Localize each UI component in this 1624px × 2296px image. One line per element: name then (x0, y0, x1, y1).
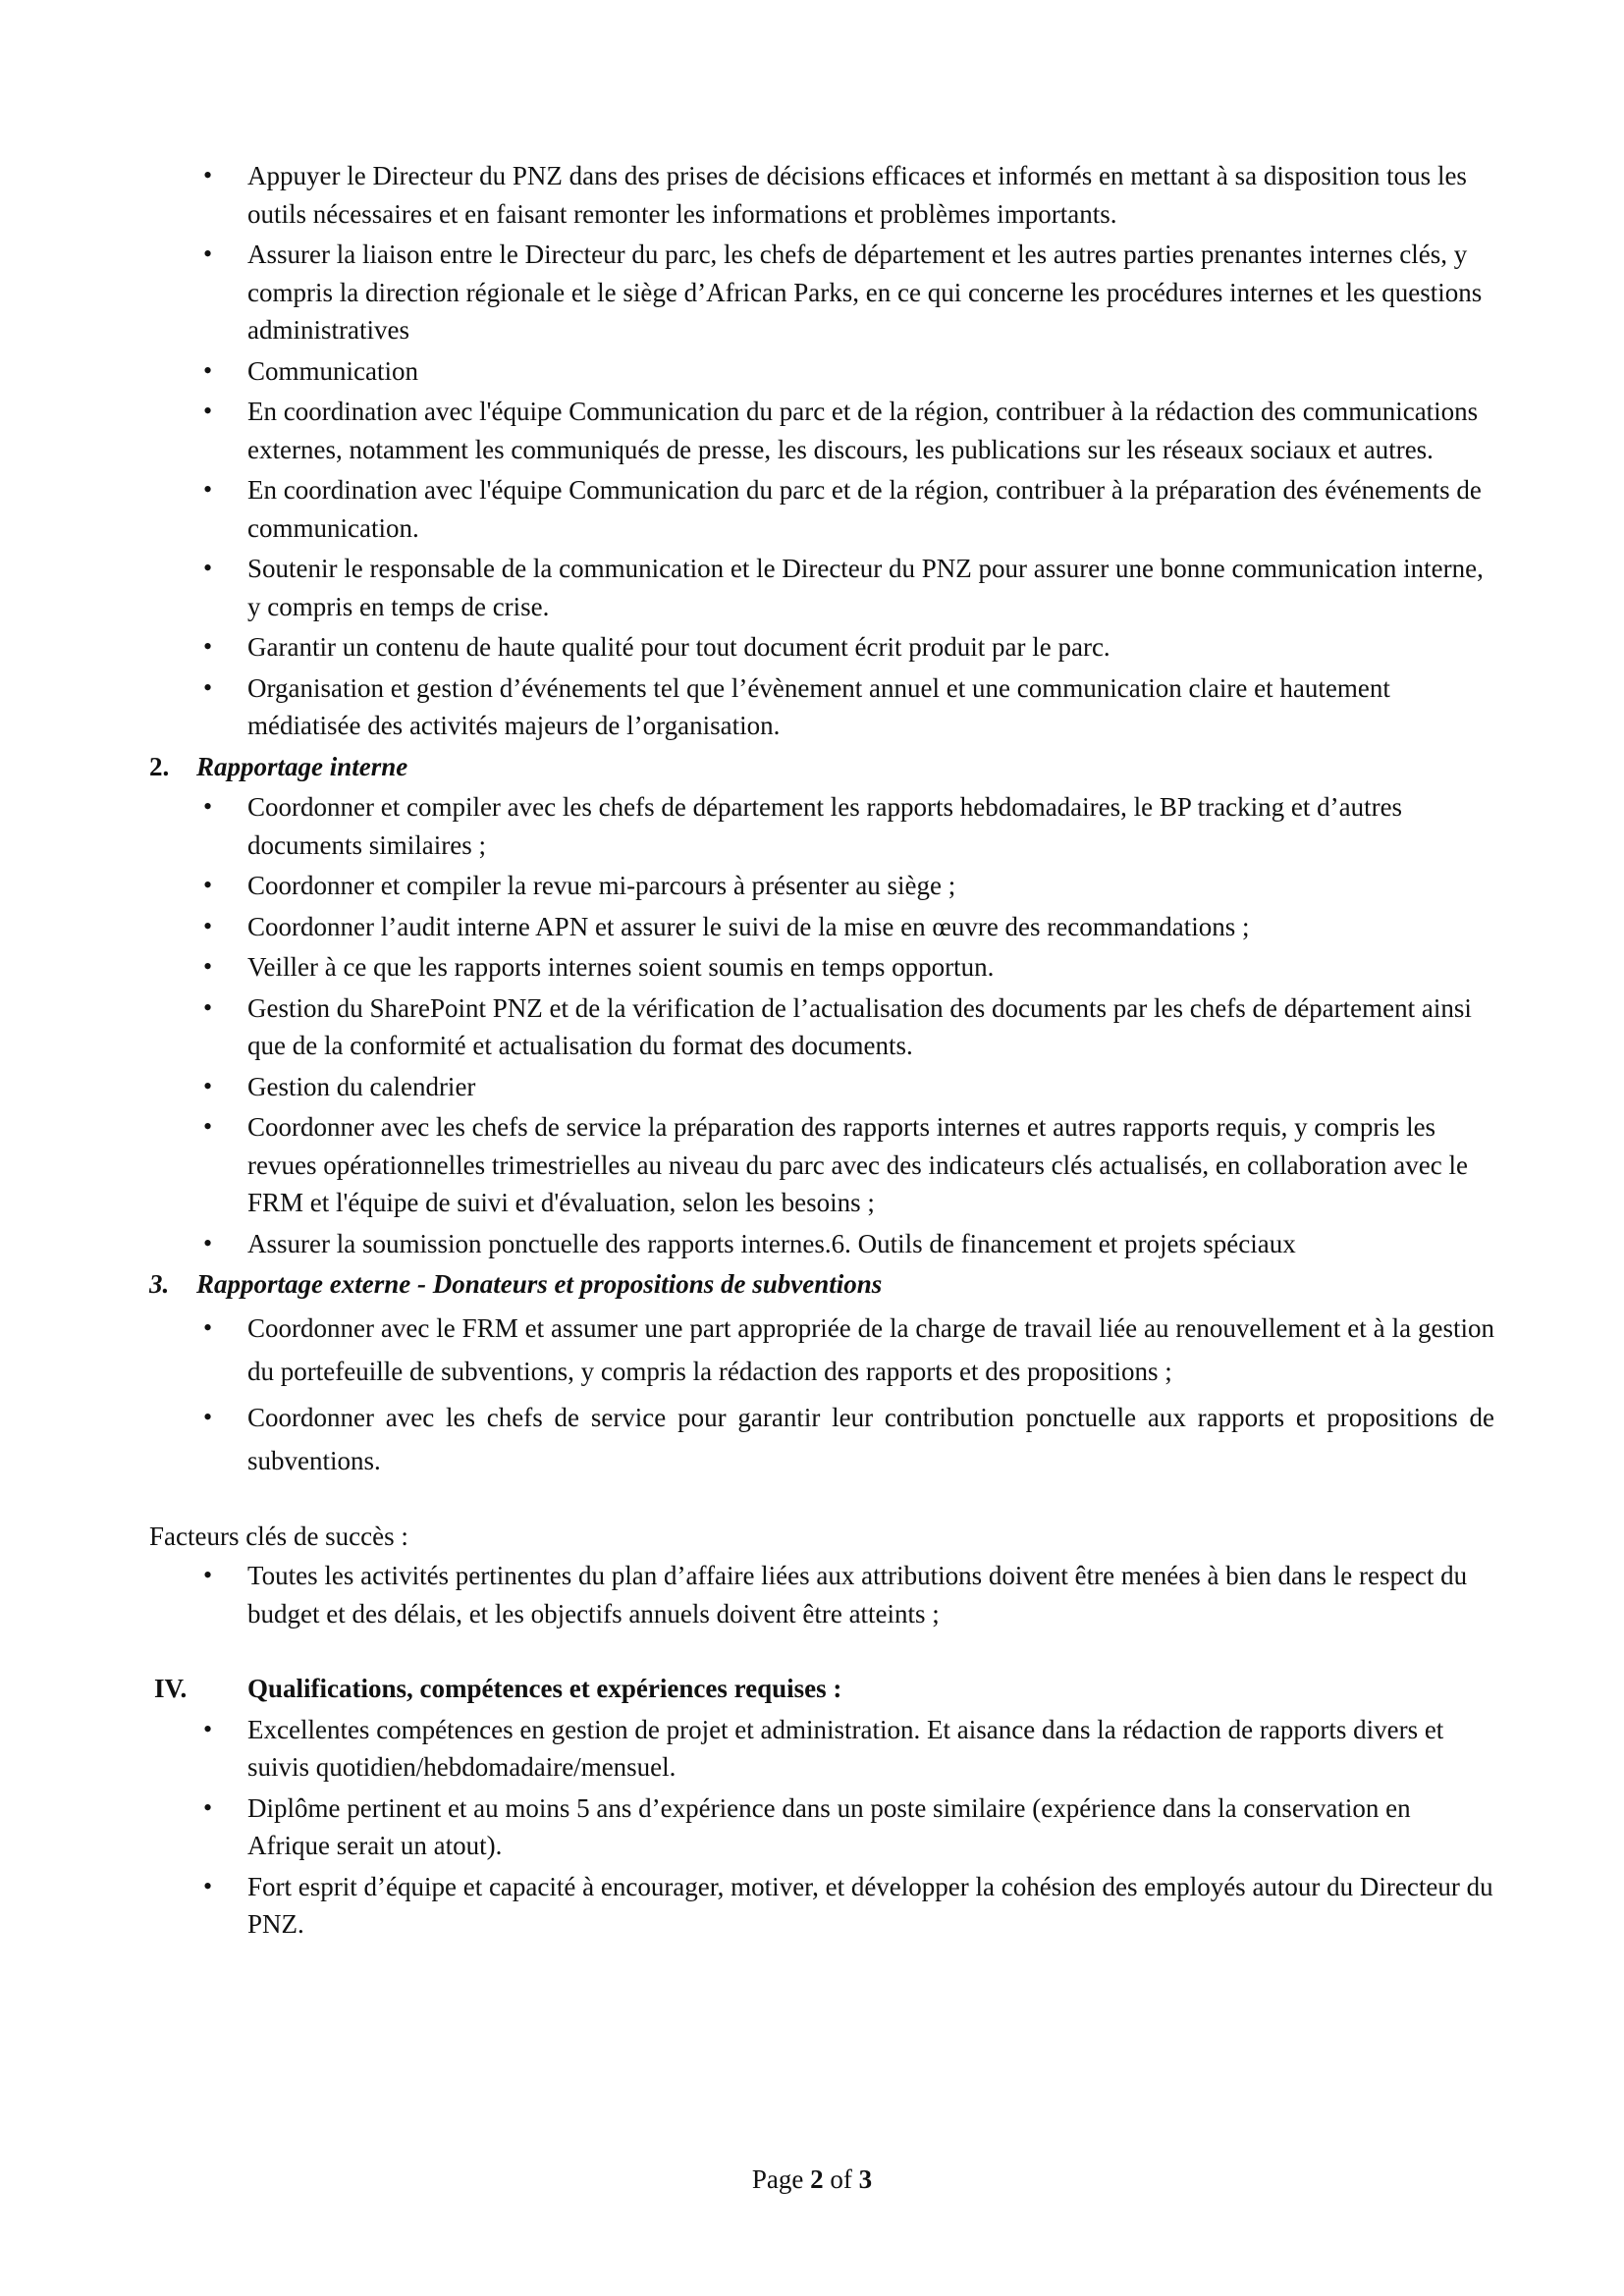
list-item: • Coordonner avec les chefs de service pour garantir leur contribution ponctuelle aux rapports et propositions de subventions. (149, 1396, 1494, 1482)
current-page-number: 2 (810, 2164, 824, 2194)
total-page-number: 3 (858, 2164, 873, 2194)
success-factors-label: Facteurs clés de succès : (149, 1521, 408, 1551)
list-item: • Coordonner avec le FRM et assumer une part appropriée de la charge de travail liée au renouvellement et à la gestion du portefeuille de subventions, y compris la rédaction des rapports et des propositions ; (149, 1307, 1494, 1393)
section-heading-2 (149, 748, 1494, 786)
list-item: • Toutes les activités pertinentes du plan d’affaire liées aux attributions doivent être menées à bien dans le respect du budget et des délais, et les objectifs annuels doivent être atteints ; (149, 1557, 1494, 1632)
list-item: • Fort esprit d’équipe et capacité à encourager, motiver, et développer la cohésion des employés autour du Directeur du PNZ. (149, 1868, 1494, 1944)
list-item: • Assurer la liaison entre le Directeur du parc, les chefs de département et les autres parties prenantes internes clés, y compris la direction régionale et le siège d’African Parks, en ce qui concerne les procédures internes et les questions administratives (149, 236, 1494, 349)
list-item: • Coordonner et compiler avec les chefs de département les rapports hebdomadaires, le BP tracking et d’autres documents similaires ; (149, 788, 1494, 864)
list-item: • Gestion du calendrier (149, 1068, 1494, 1106)
section-number: 3. (149, 1269, 170, 1299)
of-word: of (830, 2164, 852, 2194)
document-body (149, 157, 1494, 1947)
list-item: • Communication (149, 352, 1494, 391)
bullet-list-section-4 (149, 1711, 1494, 1944)
list-item: • Soutenir le responsable de la communication et le Directeur du PNZ pour assurer une bonne communication interne, y compris en temps de crise. (149, 550, 1494, 625)
bullet-list-section-2 (149, 788, 1494, 1262)
list-item: • Coordonner l’audit interne APN et assurer le suivi de la mise en œuvre des recommandations ; (149, 908, 1494, 946)
section-title: Rapportage interne (196, 751, 408, 781)
list-item: • Excellentes compétences en gestion de projet et administration. Et aisance dans la rédaction de rapports divers et suivis quotidien/hebdomadaire/mensuel. (149, 1711, 1494, 1787)
bullet-list-section-3 (149, 1307, 1494, 1482)
list-item: • En coordination avec l'équipe Communication du parc et de la région, contribuer à la préparation des événements de communication. (149, 471, 1494, 547)
list-item: • En coordination avec l'équipe Communication du parc et de la région, contribuer à la rédaction des communications externes, notamment les communiqués de presse, les discours, les publications sur les réseaux sociaux et autres. (149, 393, 1494, 468)
page-word: Page (751, 2164, 804, 2194)
list-item: • Appuyer le Directeur du PNZ dans des prises de décisions efficaces et informés en mettant à sa disposition tous les outils nécessaires et en faisant remonter les informations et problèmes importants. (149, 157, 1494, 233)
bullet-list-success (149, 1557, 1494, 1632)
section-heading-3 (149, 1265, 1494, 1304)
list-item: • Gestion du SharePoint PNZ et de la vérification de l’actualisation des documents par les chefs de département ainsi que de la conformité et actualisation du format des documents. (149, 989, 1494, 1065)
list-item: • Coordonner avec les chefs de service la préparation des rapports internes et autres rapports requis, y compris les revues opérationnelles trimestrielles au niveau du parc avec des indicateurs clés actualisés, en collaboration avec le FRM et l'équipe de suivi et d'évaluation, selon les besoins ; (149, 1108, 1494, 1222)
list-item: • Diplôme pertinent et au moins 5 ans d’expérience dans un poste similaire (expérience dans la conservation en Afrique serait un atout). (149, 1789, 1494, 1865)
section-heading-4 (149, 1670, 1494, 1708)
section-number: IV. (154, 1674, 188, 1703)
list-item: • Assurer la soumission ponctuelle des rapports internes.6. Outils de financement et projets spéciaux (149, 1225, 1494, 1263)
list-item: • Organisation et gestion d’événements tel que l’évènement annuel et une communication claire et hautement médiatisée des activités majeurs de l’organisation. (149, 669, 1494, 745)
section-title: Rapportage externe - Donateurs et propositions de subventions (196, 1269, 883, 1299)
list-item: • Garantir un contenu de haute qualité pour tout document écrit produit par le parc. (149, 628, 1494, 667)
section-number: 2. (149, 751, 170, 781)
section-title: Qualifications, compétences et expériences requises : (247, 1674, 842, 1703)
page-footer (0, 2164, 1624, 2195)
list-item: • Veiller à ce que les rapports internes soient soumis en temps opportun. (149, 948, 1494, 987)
list-item: • Coordonner et compiler la revue mi-parcours à présenter au siège ; (149, 867, 1494, 905)
bullet-list-top (149, 157, 1494, 745)
